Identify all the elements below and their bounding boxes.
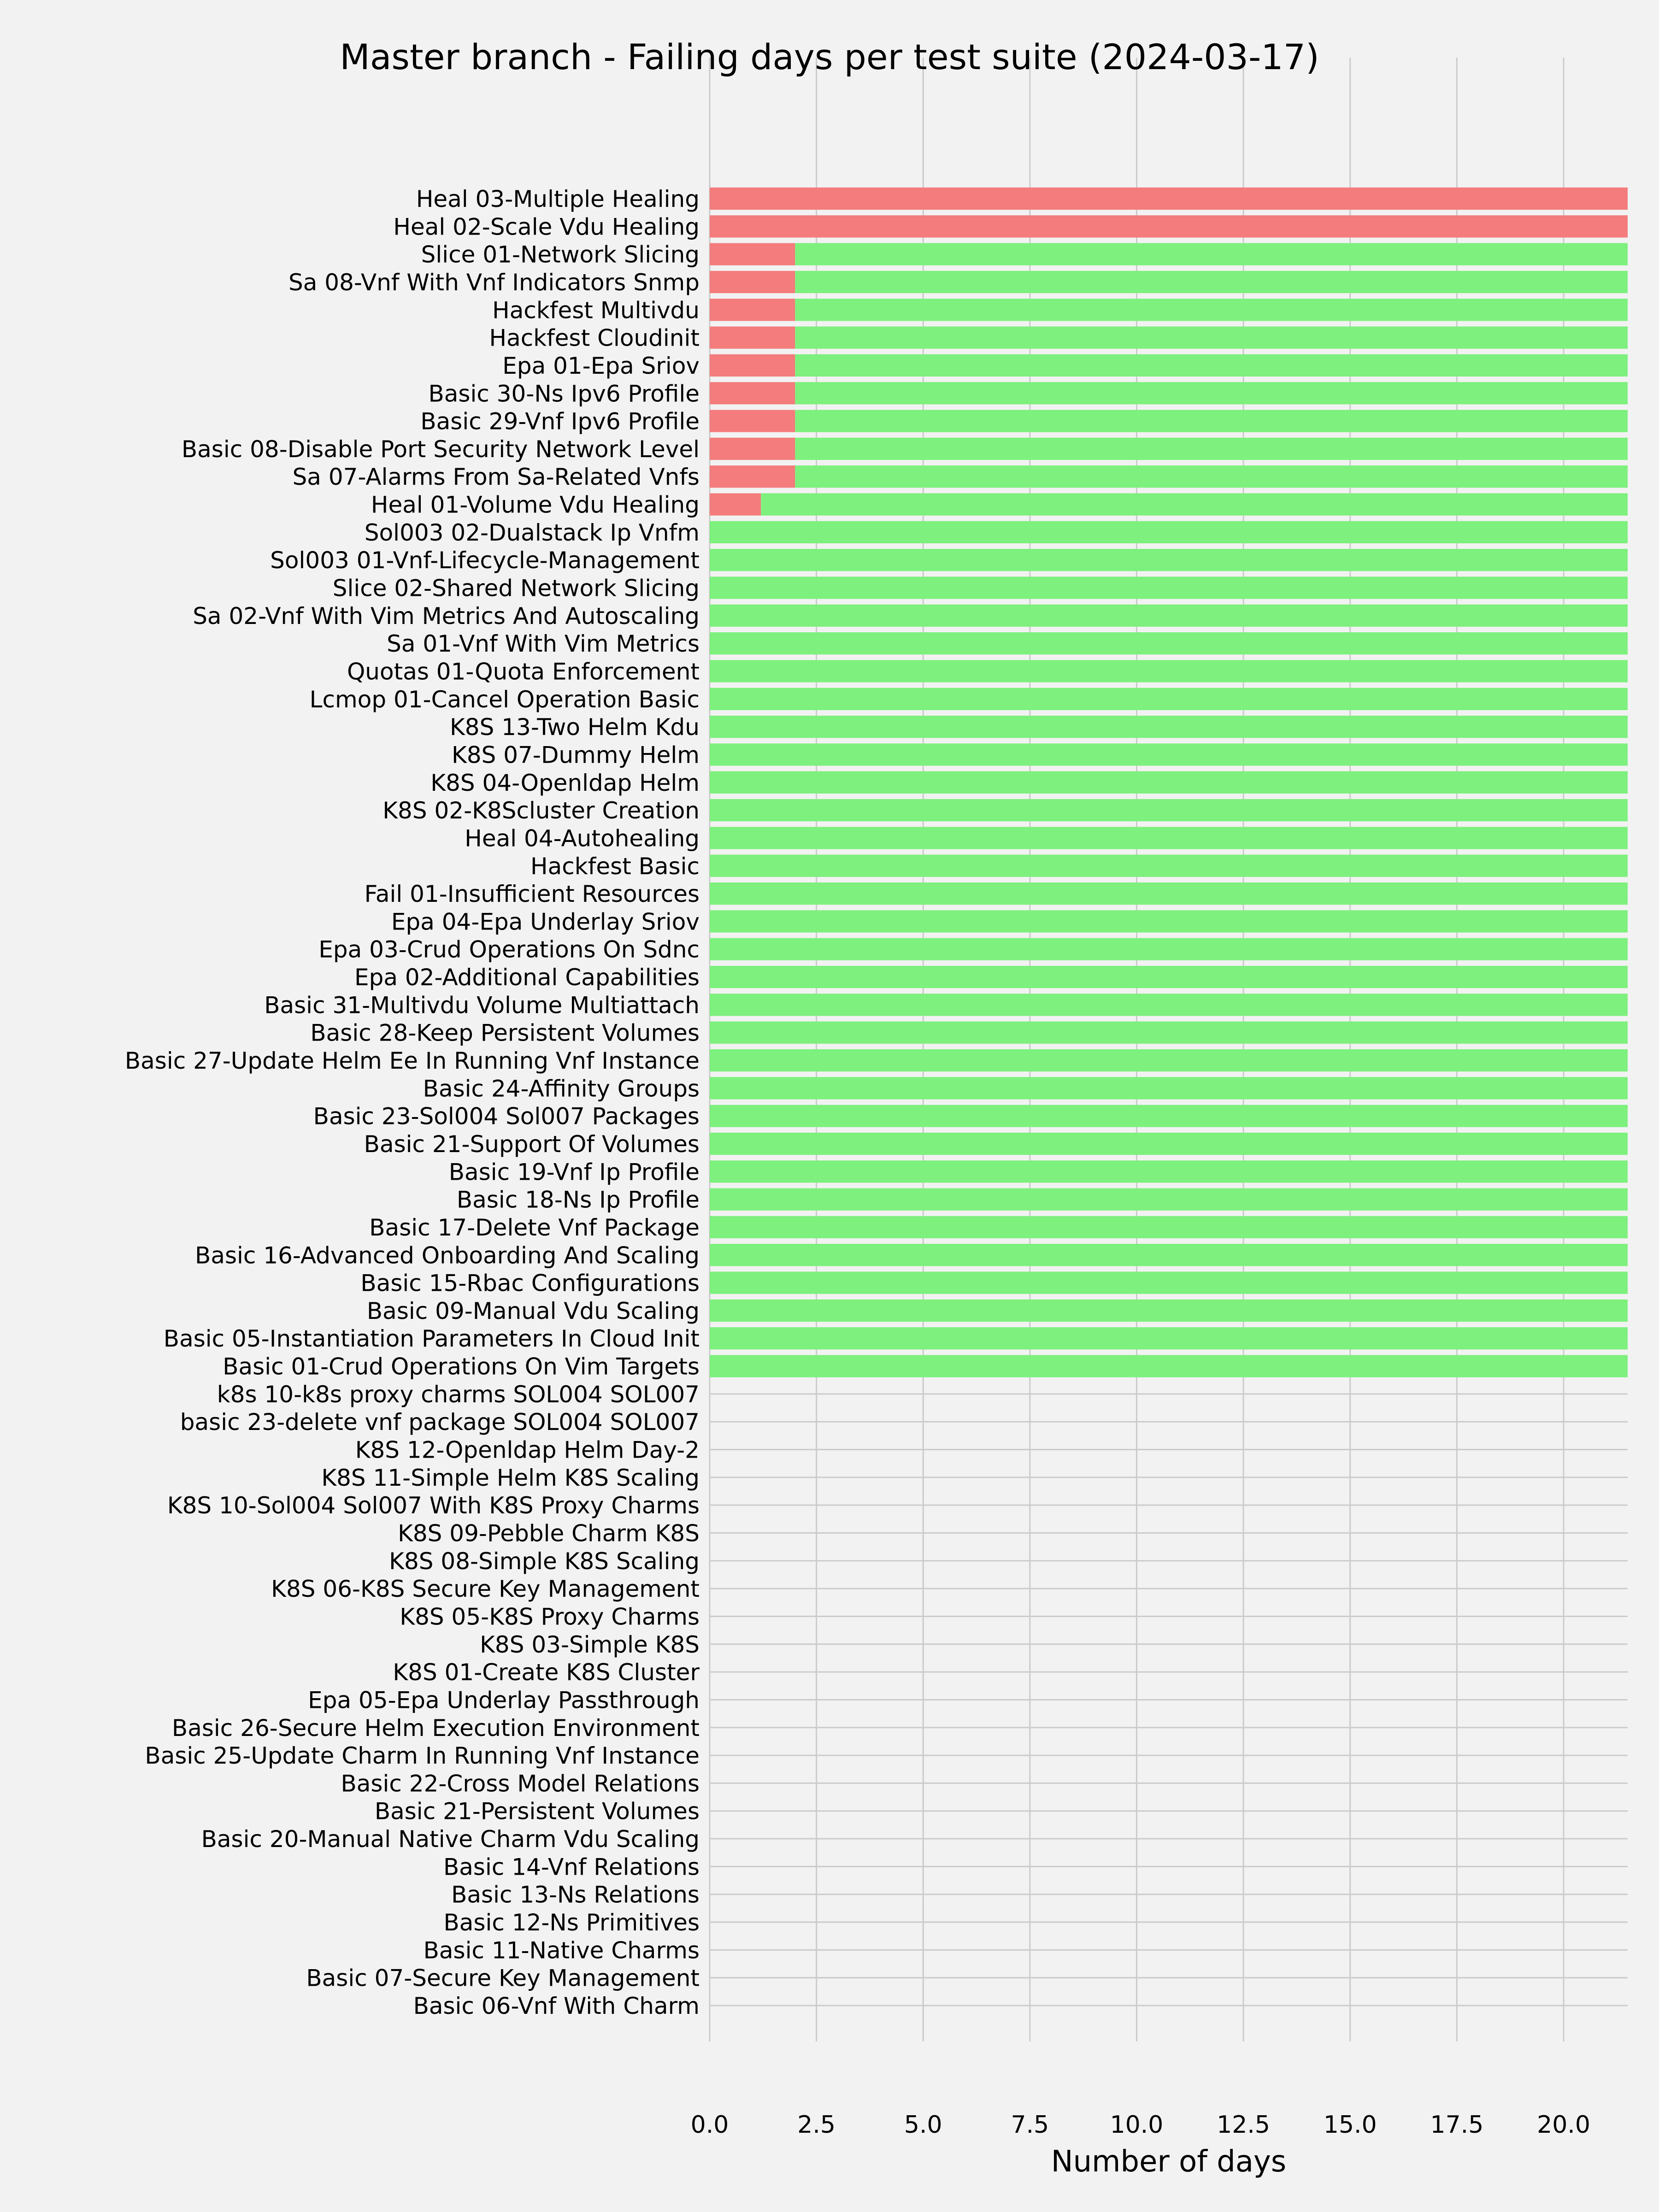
y-tick-label: Epa 01-Epa Sriov xyxy=(502,352,700,379)
y-tick-label: Fail 01-Insufficient Resources xyxy=(364,881,700,908)
y-tick-label: K8S 13-Two Helm Kdu xyxy=(449,714,700,741)
y-tick-label: Basic 25-Update Charm In Running Vnf Instance xyxy=(145,1742,700,1770)
x-tick-label: 0.0 xyxy=(690,2111,729,2139)
passing-days-bar xyxy=(710,827,1628,849)
y-tick-label: Sa 02-Vnf With Vim Metrics And Autoscaling xyxy=(193,602,700,629)
y-tick-label: Heal 03-Multiple Healing xyxy=(416,186,700,212)
passing-days-bar xyxy=(795,382,1628,404)
y-tick-label: Heal 02-Scale Vdu Healing xyxy=(393,213,700,241)
passing-days-bar xyxy=(710,688,1628,710)
failing-days-bar xyxy=(710,354,795,377)
passing-days-bar xyxy=(795,354,1628,377)
y-tick-label: K8S 04-Openldap Helm xyxy=(430,769,700,796)
y-tick-label: Basic 27-Update Helm Ee In Running Vnf Instance xyxy=(124,1047,700,1075)
failing-days-bar xyxy=(710,299,795,321)
passing-days-bar xyxy=(710,1022,1628,1044)
failing-days-bar xyxy=(710,382,795,404)
passing-days-bar xyxy=(710,605,1628,627)
failing-days-bar xyxy=(710,326,795,348)
passing-days-bar xyxy=(710,716,1628,738)
y-tick-label: Basic 21-Support Of Volumes xyxy=(364,1130,700,1158)
y-tick-label: K8S 09-Pebble Charm K8S xyxy=(398,1520,700,1547)
passing-days-bar xyxy=(710,521,1628,543)
x-tick-label: 17.5 xyxy=(1430,2111,1484,2139)
passing-days-bar xyxy=(795,326,1628,348)
passing-days-bar xyxy=(710,799,1628,821)
passing-days-bar xyxy=(710,1133,1628,1155)
passing-days-bar xyxy=(761,493,1628,515)
y-tick-label: Hackfest Cloudinit xyxy=(489,324,700,352)
passing-days-bar xyxy=(795,465,1628,488)
x-tick-label: 12.5 xyxy=(1217,2111,1271,2139)
y-tick-label: K8S 11-Simple Helm K8S Scaling xyxy=(321,1464,700,1491)
chart-title: Master branch - Failing days per test suite (2024-03-17) xyxy=(340,36,1319,77)
y-tick-label: Sa 01-Vnf With Vim Metrics xyxy=(387,630,700,658)
passing-days-bar xyxy=(710,938,1628,960)
y-tick-label: basic 23-delete vnf package SOL004 SOL007 xyxy=(180,1409,700,1436)
y-tick-label: Sol003 01-Vnf-Lifecycle-Management xyxy=(270,547,700,574)
y-tick-label: Basic 16-Advanced Onboarding And Scaling xyxy=(195,1242,700,1269)
passing-days-bar xyxy=(710,1105,1628,1127)
y-tick-label: Basic 05-Instantiation Parameters In Cloud Init xyxy=(163,1325,700,1353)
x-tick-label: 7.5 xyxy=(1011,2111,1049,2139)
y-tick-label: K8S 01-Create K8S Cluster xyxy=(393,1659,700,1686)
failing-days-bar xyxy=(710,271,795,293)
failing-days-bar xyxy=(710,243,795,265)
y-tick-label: Slice 02-Shared Network Slicing xyxy=(332,575,700,602)
y-tick-label: Basic 22-Cross Model Relations xyxy=(341,1770,700,1797)
passing-days-bar xyxy=(710,632,1628,654)
passing-days-bar xyxy=(710,855,1628,877)
x-axis-label: Number of days xyxy=(1051,2145,1287,2179)
y-tick-label: Epa 03-Crud Operations On Sdnc xyxy=(318,936,700,963)
y-tick-label: Sa 07-Alarms From Sa-Related Vnfs xyxy=(292,464,700,491)
passing-days-bar xyxy=(710,743,1628,765)
y-tick-label: Sa 08-Vnf With Vnf Indicators Snmp xyxy=(288,269,700,296)
y-tick-label: Basic 17-Delete Vnf Package xyxy=(369,1214,700,1241)
y-tick-label: Basic 09-Manual Vdu Scaling xyxy=(366,1297,700,1324)
passing-days-bar xyxy=(795,438,1628,460)
y-tick-label: Basic 07-Secure Key Management xyxy=(306,1965,700,1992)
failing-days-bar xyxy=(710,438,795,460)
y-tick-label: Hackfest Basic xyxy=(530,853,700,880)
passing-days-bar xyxy=(710,1216,1628,1238)
y-tick-label: Basic 26-Secure Helm Execution Environment xyxy=(171,1714,700,1741)
y-tick-label: Basic 15-Rbac Configurations xyxy=(360,1270,700,1297)
passing-days-bar xyxy=(710,1327,1628,1349)
y-tick-label: Basic 28-Keep Persistent Volumes xyxy=(310,1019,700,1047)
bar-series xyxy=(710,188,1628,1377)
passing-days-bar xyxy=(795,243,1628,265)
y-tick-label: Basic 24-Affinity Groups xyxy=(423,1075,700,1102)
passing-days-bar xyxy=(710,966,1628,988)
passing-days-bar xyxy=(795,271,1628,293)
y-tick-label: Epa 05-Epa Underlay Passthrough xyxy=(308,1687,700,1714)
passing-days-bar xyxy=(710,771,1628,794)
x-tick-label: 2.5 xyxy=(797,2111,835,2139)
y-tick-label: Sol003 02-Dualstack Ip Vnfm xyxy=(364,519,700,546)
y-tick-label: Lcmop 01-Cancel Operation Basic xyxy=(309,686,700,713)
failing-days-bar xyxy=(710,493,761,515)
failing-days-bar xyxy=(710,410,795,432)
y-tick-label: Epa 04-Epa Underlay Sriov xyxy=(391,908,700,935)
y-tick-label: K8S 03-Simple K8S xyxy=(480,1631,700,1658)
y-tick-label: Basic 19-Vnf Ip Profile xyxy=(448,1159,700,1186)
passing-days-bar xyxy=(710,1077,1628,1099)
y-tick-label: Hackfest Multivdu xyxy=(492,297,700,324)
y-tick-label: Basic 11-Native Charms xyxy=(423,1937,700,1964)
y-tick-label: K8S 12-Openldap Helm Day-2 xyxy=(355,1436,700,1464)
passing-days-bar xyxy=(710,660,1628,682)
x-tick-label: 15.0 xyxy=(1323,2111,1377,2139)
passing-days-bar xyxy=(710,1049,1628,1071)
passing-days-bar xyxy=(710,577,1628,599)
y-tick-label: Epa 02-Additional Capabilities xyxy=(354,964,700,991)
y-tick-label: K8S 10-Sol004 Sol007 With K8S Proxy Charms xyxy=(167,1492,700,1519)
y-tick-label: k8s 10-k8s proxy charms SOL004 SOL007 xyxy=(217,1381,700,1408)
x-tick-labels xyxy=(691,2111,1590,2139)
failing-days-bar xyxy=(710,215,1628,237)
passing-days-bar xyxy=(710,1188,1628,1211)
passing-days-bar xyxy=(710,1160,1628,1182)
y-tick-label: Basic 21-Persistent Volumes xyxy=(374,1798,700,1825)
y-tick-label: K8S 06-K8S Secure Key Management xyxy=(271,1576,700,1603)
passing-days-bar xyxy=(795,410,1628,432)
y-tick-label: Basic 20-Manual Native Charm Vdu Scaling xyxy=(201,1826,700,1853)
y-tick-label: Basic 30-Ns Ipv6 Profile xyxy=(428,380,700,407)
y-tick-label: Basic 06-Vnf With Charm xyxy=(413,1993,700,2019)
x-tick-label: 10.0 xyxy=(1110,2111,1164,2139)
y-tick-label: Heal 01-Volume Vdu Healing xyxy=(371,491,700,518)
passing-days-bar xyxy=(710,549,1628,571)
y-tick-label: Basic 08-Disable Port Security Network Level xyxy=(181,435,700,463)
y-tick-label: Basic 01-Crud Operations On Vim Targets xyxy=(223,1353,700,1380)
passing-days-bar xyxy=(710,882,1628,905)
passing-days-bar xyxy=(710,1300,1628,1322)
failing-days-bar xyxy=(710,465,795,488)
passing-days-bar xyxy=(795,299,1628,321)
y-tick-label: Basic 23-Sol004 Sol007 Packages xyxy=(313,1103,700,1130)
passing-days-bar xyxy=(710,1355,1628,1377)
x-tick-label: 5.0 xyxy=(904,2111,942,2139)
y-tick-label: Basic 13-Ns Relations xyxy=(451,1881,700,1908)
y-tick-label: Basic 14-Vnf Relations xyxy=(443,1853,700,1881)
passing-days-bar xyxy=(710,910,1628,932)
y-tick-label: Basic 18-Ns Ip Profile xyxy=(456,1186,700,1213)
y-tick-label: Slice 01-Network Slicing xyxy=(421,241,700,268)
y-tick-label: K8S 07-Dummy Helm xyxy=(452,741,700,769)
y-tick-label: Basic 12-Ns Primitives xyxy=(443,1909,700,1936)
y-tick-label: Heal 04-Autohealing xyxy=(465,825,700,852)
passing-days-bar xyxy=(710,1271,1628,1294)
y-tick-label: K8S 08-Simple K8S Scaling xyxy=(389,1547,700,1575)
y-tick-label: K8S 02-K8Scluster Creation xyxy=(382,797,700,824)
failing-days-bar xyxy=(710,188,1628,210)
y-tick-label: Quotas 01-Quota Enforcement xyxy=(347,658,700,685)
passing-days-bar xyxy=(710,994,1628,1016)
y-tick-label: Basic 29-Vnf Ipv6 Profile xyxy=(420,408,700,435)
y-tick-label: K8S 05-K8S Proxy Charms xyxy=(400,1603,700,1630)
x-tick-label: 20.0 xyxy=(1537,2111,1590,2139)
passing-days-bar xyxy=(710,1244,1628,1266)
y-tick-label: Basic 31-Multivdu Volume Multiattach xyxy=(264,992,700,1019)
